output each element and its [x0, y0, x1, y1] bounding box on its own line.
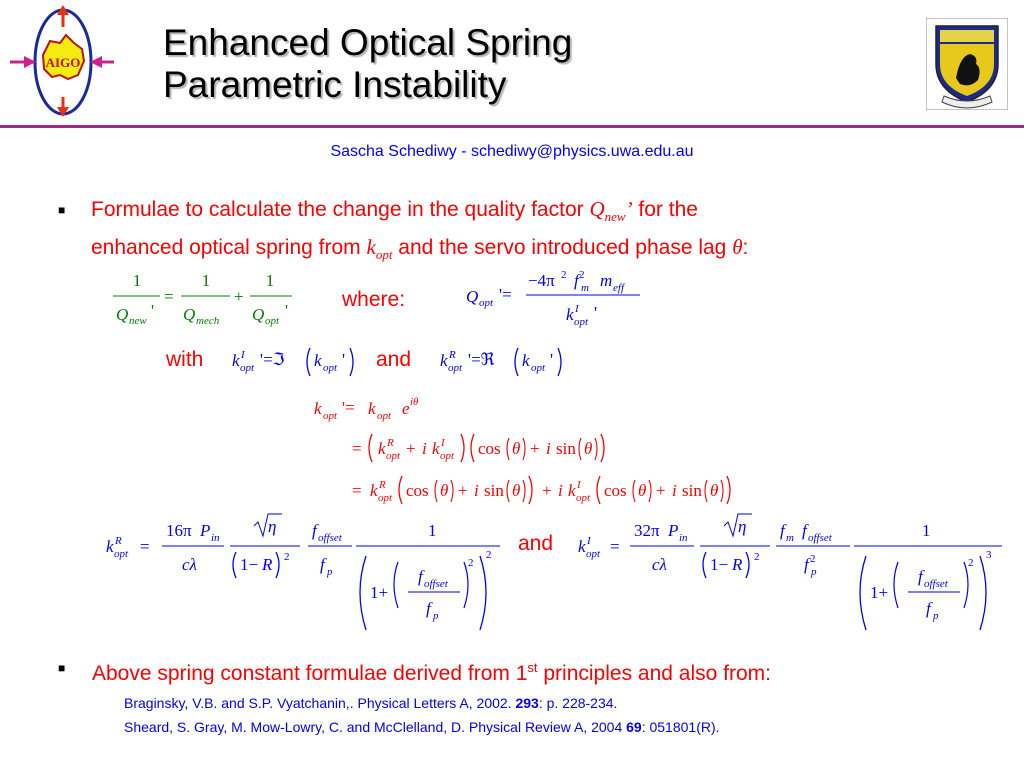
svg-text:p: p [811, 566, 817, 578]
svg-text:opt: opt [531, 362, 546, 374]
page-title [163, 22, 572, 106]
svg-text:opt: opt [377, 410, 392, 422]
svg-text:': ' [342, 350, 346, 369]
equation-k-real-formula [100, 512, 510, 640]
svg-text:+: + [656, 481, 666, 500]
svg-text:iθ: iθ [410, 396, 419, 408]
svg-text:cos: cos [604, 481, 627, 500]
svg-text:θ: θ [584, 439, 593, 458]
svg-text:1: 1 [201, 271, 211, 290]
svg-text:2: 2 [579, 269, 585, 281]
svg-text:offset: offset [924, 578, 948, 590]
svg-text:'=: '= [499, 285, 512, 304]
svg-text:=: = [352, 481, 362, 500]
svg-text:cos: cos [478, 439, 501, 458]
svg-text:θ: θ [710, 481, 719, 500]
svg-text:'=ℑ: '=ℑ [260, 350, 285, 369]
svg-text:k: k [106, 537, 114, 556]
svg-text:+: + [406, 439, 416, 458]
svg-text:R: R [449, 349, 456, 361]
svg-text:R: R [732, 555, 743, 574]
svg-text:f: f [312, 521, 317, 540]
svg-text:p: p [433, 610, 439, 622]
svg-text:opt: opt [574, 316, 589, 328]
svg-text:opt: opt [265, 315, 280, 327]
svg-text:f: f [918, 567, 923, 586]
svg-text:eff: eff [613, 282, 624, 294]
svg-text:sin: sin [484, 481, 504, 500]
svg-text:f: f [574, 271, 579, 290]
svg-text:': ' [550, 350, 554, 369]
svg-text:1: 1 [265, 271, 275, 290]
svg-text:k: k [232, 351, 240, 370]
svg-text:1: 1 [428, 521, 437, 540]
svg-text:opt: opt [576, 492, 591, 504]
svg-text:θ: θ [512, 439, 521, 458]
svg-text:−4π: −4π [528, 271, 555, 290]
reference-2: Sheard, S. Gray, M. Mow-Lowry, C. and McClelland, D. Physical Review A, 2004 69: 051801(R). [124, 719, 720, 735]
uwa-crest [926, 18, 1008, 110]
svg-text:16π: 16π [166, 521, 192, 540]
svg-text:opt: opt [586, 548, 601, 560]
svg-text:opt: opt [323, 362, 338, 374]
svg-text:offset: offset [318, 532, 342, 544]
svg-text:+: + [234, 287, 244, 306]
aigo-logo [8, 5, 116, 117]
svg-text:opt: opt [240, 362, 255, 374]
svg-text:θ: θ [440, 481, 449, 500]
svg-text:Q: Q [252, 305, 265, 324]
svg-text:Q: Q [183, 305, 196, 324]
svg-text:=: = [610, 537, 620, 556]
svg-text:R: R [387, 437, 394, 449]
svg-text:f: f [926, 599, 931, 618]
svg-text:I: I [587, 535, 591, 547]
bullet-1-part1: Formulae to calculate the change in the quality factor [91, 198, 590, 221]
svg-text:sin: sin [556, 439, 576, 458]
svg-text:P: P [668, 521, 679, 540]
svg-text:R: R [379, 479, 386, 491]
svg-text:opt: opt [386, 450, 401, 462]
svg-text:i: i [422, 439, 427, 458]
svg-text:θ: θ [638, 481, 647, 500]
author-line: Sascha Schediwy - schediwy@physics.uwa.edu.au [330, 143, 694, 160]
svg-text:2: 2 [561, 269, 567, 281]
svg-text:i: i [474, 481, 479, 500]
equation-q-sum [108, 262, 308, 334]
svg-text:mech: mech [196, 315, 220, 327]
svg-text:k: k [314, 351, 322, 370]
svg-text:': ' [594, 303, 598, 322]
svg-text:k: k [370, 481, 378, 500]
svg-text:i: i [672, 481, 677, 500]
svg-text:2: 2 [754, 551, 760, 563]
svg-text:opt: opt [114, 548, 129, 560]
bullet-1-part4: and the servo introduced phase lag [392, 236, 733, 260]
equation-k-real [438, 338, 578, 384]
bullet-1-part2: for the [632, 198, 698, 221]
svg-text:k: k [368, 399, 376, 418]
svg-text:η: η [738, 517, 747, 536]
svg-text:3: 3 [986, 549, 992, 561]
title-line-2: Parametric Instability [163, 64, 507, 105]
svg-text:m: m [581, 282, 589, 294]
svg-text:opt: opt [440, 450, 455, 462]
svg-text:f: f [320, 555, 325, 574]
and-label-2: and [518, 532, 554, 555]
svg-text:k: k [432, 439, 440, 458]
equation-q-opt [462, 262, 662, 334]
svg-text:'=: '= [342, 398, 355, 417]
svg-text:p: p [327, 566, 333, 578]
svg-text:2: 2 [810, 553, 816, 565]
svg-text:in: in [679, 532, 688, 544]
svg-text:k: k [522, 351, 530, 370]
k-opt-symbol: $k_{opt}$ [366, 235, 393, 263]
svg-text:m: m [600, 271, 613, 290]
svg-text:1−: 1− [240, 555, 259, 574]
svg-text:f: f [780, 521, 785, 540]
svg-text:32π: 32π [634, 521, 660, 540]
equation-k-imag [230, 338, 370, 384]
svg-text:f: f [418, 567, 423, 586]
svg-text:in: in [211, 532, 220, 544]
svg-text:offset: offset [424, 578, 448, 590]
svg-text:p: p [933, 610, 939, 622]
svg-text:I: I [441, 437, 445, 449]
svg-text:θ: θ [512, 481, 521, 500]
svg-text:=: = [164, 287, 174, 306]
bullet-2-text: Above spring constant formulae derived from 1st principles and also from: [92, 660, 771, 685]
svg-text:sin: sin [682, 481, 702, 500]
where-label: where: [342, 288, 406, 311]
svg-text:': ' [151, 301, 155, 320]
svg-text:cλ: cλ [652, 555, 667, 574]
equation-k-imag-formula [572, 512, 1012, 640]
svg-text:k: k [378, 439, 386, 458]
svg-text:+: + [530, 439, 540, 458]
svg-text:2: 2 [284, 551, 290, 563]
bullet-1-part3: enhanced optical spring from [91, 236, 367, 260]
svg-text:f: f [426, 599, 431, 618]
svg-text:+: + [542, 481, 552, 500]
svg-text:2: 2 [968, 557, 974, 569]
svg-text:I: I [577, 479, 581, 491]
svg-text:k: k [314, 399, 322, 418]
bullet-1-text: Formulae to calculate the change in the quality factor $Q_{new}$’ for the enhanced optical spring from $k_{opt}$ and the servo introduced phase lag θ: [91, 197, 749, 263]
svg-text:1: 1 [132, 271, 142, 290]
svg-text:+: + [458, 481, 468, 500]
svg-text:opt: opt [479, 297, 494, 309]
bullet-marker-2: ■ [58, 661, 66, 675]
svg-text:k: k [440, 351, 448, 370]
svg-text:Q: Q [466, 287, 479, 306]
svg-text:1+: 1+ [370, 583, 389, 602]
svg-text:cλ: cλ [182, 555, 197, 574]
svg-text:cos: cos [406, 481, 429, 500]
svg-text:k: k [566, 305, 574, 324]
svg-text:f: f [802, 521, 807, 540]
with-label: with [166, 348, 204, 371]
svg-text:opt: opt [323, 410, 338, 422]
svg-text:k: k [578, 537, 586, 556]
svg-text:opt: opt [448, 362, 463, 374]
svg-text:f: f [804, 555, 809, 574]
svg-text:I: I [575, 303, 579, 315]
svg-text:1: 1 [922, 521, 931, 540]
svg-text:i: i [558, 481, 563, 500]
and-label-1: and [376, 348, 412, 371]
svg-text:': ' [285, 301, 289, 320]
svg-text:offset: offset [808, 532, 832, 544]
svg-text:1−: 1− [710, 555, 729, 574]
bullet-marker-1: ■ [58, 203, 66, 217]
svg-text:new: new [129, 315, 147, 327]
svg-text:=: = [352, 439, 362, 458]
svg-text:=: = [140, 537, 150, 556]
svg-text:Q: Q [116, 305, 129, 324]
svg-text:R: R [115, 535, 122, 547]
title-line-1: Enhanced Optical Spring [163, 22, 573, 63]
svg-text:η: η [268, 517, 277, 536]
svg-text:2: 2 [468, 557, 474, 569]
svg-text:'=ℜ: '=ℜ [468, 350, 495, 369]
equation-k-expansion [308, 392, 788, 512]
svg-text:k: k [568, 481, 576, 500]
svg-text:i: i [546, 439, 551, 458]
svg-text:1+: 1+ [870, 583, 889, 602]
reference-1: Braginsky, V.B. and S.P. Vyatchanin,. Physical Letters A, 2002. 293: p. 228-234. [124, 695, 618, 711]
logo-text: AIGO [45, 55, 81, 70]
svg-text:P: P [200, 521, 211, 540]
svg-text:I: I [241, 349, 245, 361]
svg-text:e: e [402, 399, 410, 418]
svg-text:m: m [786, 532, 794, 544]
svg-text:2: 2 [486, 549, 492, 561]
q-new-symbol: $Q_{new}$’ [589, 197, 633, 225]
header-divider [0, 125, 1024, 128]
svg-text:R: R [262, 555, 273, 574]
theta-symbol: θ [732, 235, 743, 260]
svg-text:opt: opt [378, 492, 393, 504]
